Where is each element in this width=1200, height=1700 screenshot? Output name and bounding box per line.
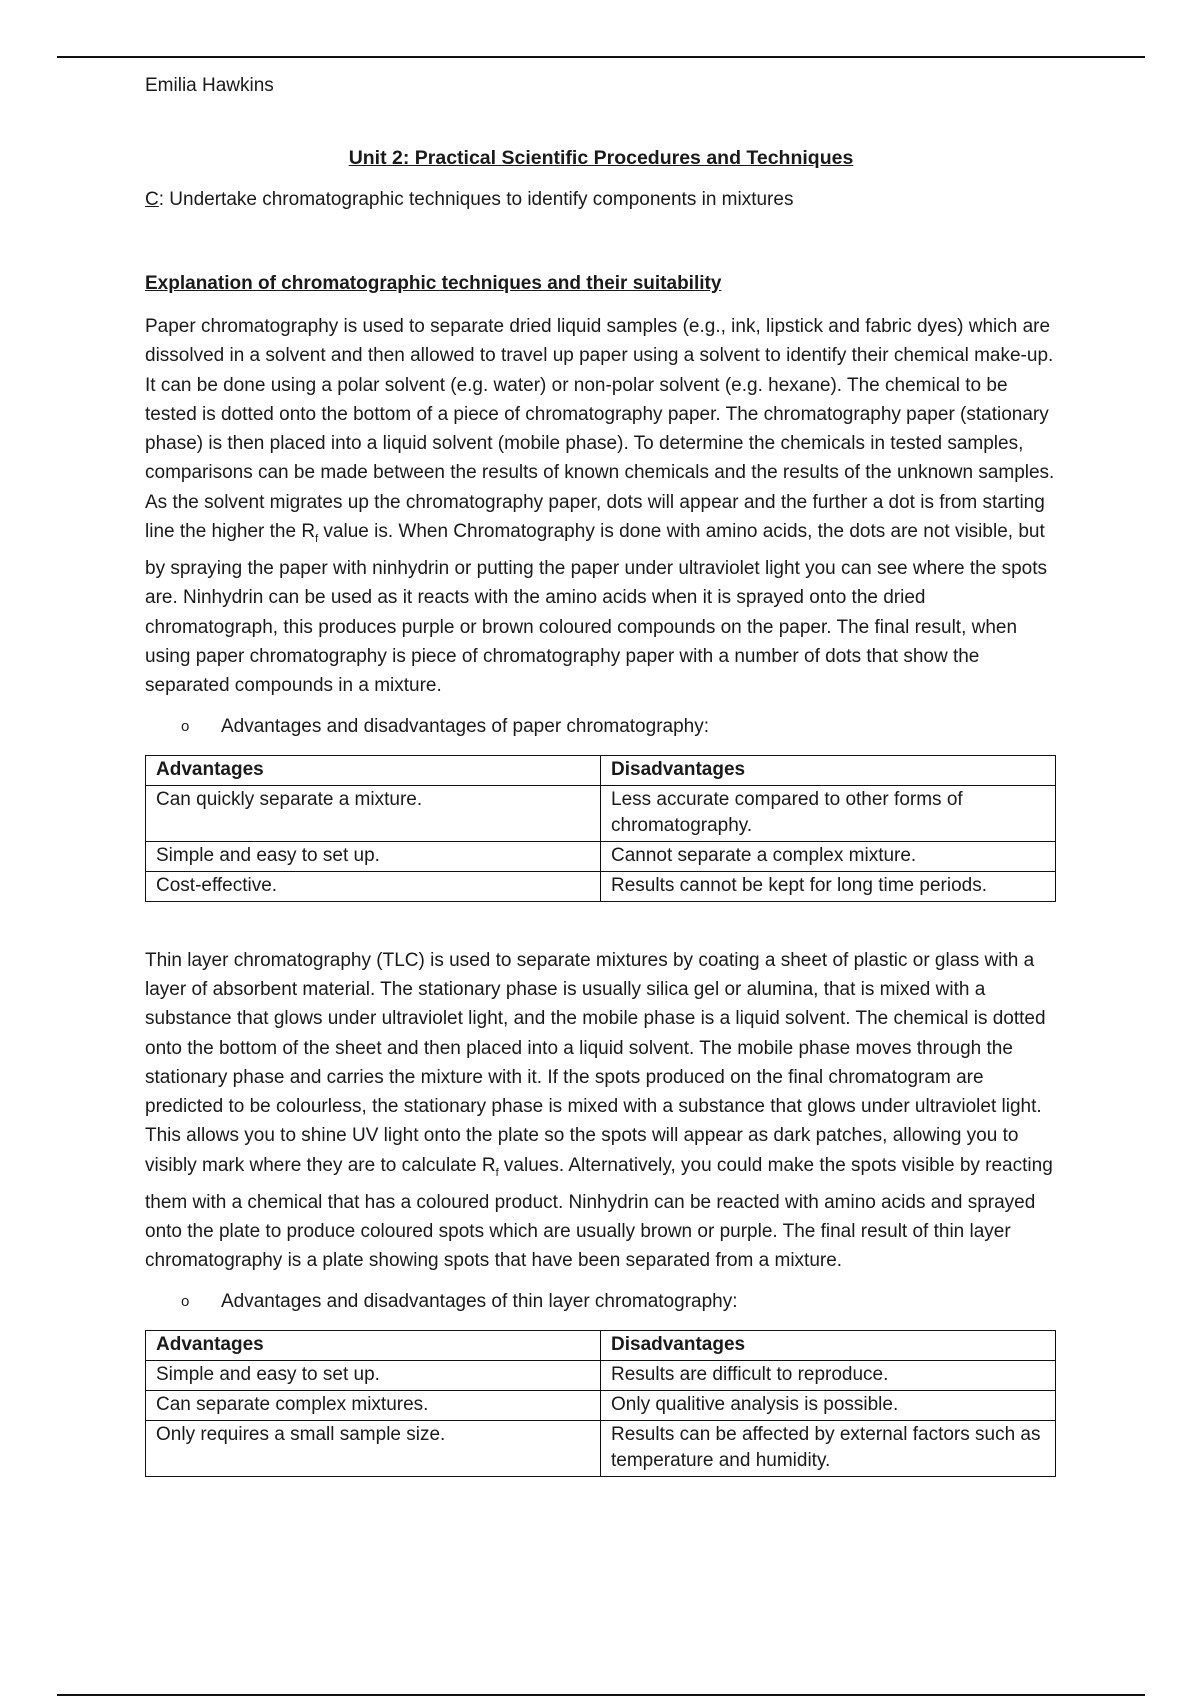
tlc-bullet	[145, 1288, 1057, 1316]
tlc-paragraph-part-1: Thin layer chromatography (TLC) is used to separate mixtures by coating a sheet of plastic or glass with a layer of absorbent material. The stationary phase is usually silica gel or alumina, that is mixed with a substance that glows under ultraviolet light, and the mobile phase is a liquid solvent. The chemical is dotted onto the bottom of the sheet and then placed into a liquid solvent. The mobile phase moves through the stationary phase and carries the mixture with it. If the spots produced on the final chromatogram are predicted to be colourless, the stationary phase is mixed with a substance that glows under ultraviolet light. This allows you to shine UV light onto the plate so the spots will appear as dark patches, allowing you to visibly mark where they are to calculate R	[145, 949, 1046, 1176]
table-cell: Can separate complex mixtures.	[146, 1390, 601, 1420]
table-row	[146, 1360, 1056, 1390]
bullet-circle-icon: o	[181, 717, 190, 735]
table-cell: Only qualitive analysis is possible.	[601, 1390, 1056, 1420]
paper-paragraph-part-2: value is. When Chromatography is done with amino acids, the dots are not visible, but by spraying the paper with ninhydrin or putting the paper under ultraviolet light you can see where the spots are. Ninhydrin can be used as it reacts with the amino acids when it is sprayed onto the dried chromatograph, this produces purple or brown coloured compounds on the paper. The final result, when using paper chromatography is piece of chromatography paper with a number of dots that show the separated compounds in a mixture.	[145, 521, 1047, 697]
objective-text: : Undertake chromatographic techniques to identify components in mixtures	[158, 189, 794, 210]
table-row	[146, 871, 1056, 901]
spacer	[145, 902, 1057, 932]
tlc-table	[145, 1330, 1056, 1477]
tlc-paragraph	[145, 946, 1057, 1276]
table-cell: Less accurate compared to other forms of chromatography.	[601, 785, 1056, 841]
table-cell: Results cannot be kept for long time periods.	[601, 871, 1056, 901]
table-cell: Cannot separate a complex mixture.	[601, 841, 1056, 871]
table-cell: Results are difficult to reproduce.	[601, 1360, 1056, 1390]
table-row	[146, 785, 1056, 841]
objective-line	[145, 186, 1057, 214]
paper-chromatography-paragraph	[145, 312, 1057, 701]
table-cell: Can quickly separate a mixture.	[146, 785, 601, 841]
table-row	[146, 841, 1056, 871]
document-page	[145, 72, 1057, 1477]
paper-bullet-text: Advantages and disadvantages of paper chromatography:	[221, 715, 709, 737]
table-row	[146, 1420, 1056, 1476]
table-cell: Simple and easy to set up.	[146, 1360, 601, 1390]
table-header-disadvantages: Disadvantages	[601, 1330, 1056, 1360]
table-header-advantages: Advantages	[146, 755, 601, 785]
author-name: Emilia Hawkins	[145, 75, 274, 96]
table-header-advantages: Advantages	[146, 1330, 601, 1360]
tlc-paragraph-part-2: values. Alternatively, you could make the spots visible by reacting them with a chemical that has a coloured product. Ninhydrin can be reacted with amino acids and sprayed onto the plate to produce coloured spots which are usually brown or purple. The final result of thin layer chromatography is a plate showing spots that have been separated from a mixture.	[145, 1154, 1053, 1272]
table-header-row	[146, 1330, 1056, 1360]
table-cell: Cost-effective.	[146, 871, 601, 901]
footer-rule	[57, 1694, 1145, 1696]
rf-subscript: f	[495, 1166, 499, 1179]
table-cell: Results can be affected by external factors such as temperature and humidity.	[601, 1420, 1056, 1476]
section-heading: Explanation of chromatographic techniques and their suitability	[145, 273, 722, 294]
table-header-disadvantages: Disadvantages	[601, 755, 1056, 785]
bullet-circle-icon: o	[181, 1292, 190, 1310]
table-cell: Simple and easy to set up.	[146, 841, 601, 871]
header-rule	[57, 56, 1145, 58]
paper-chromatography-table	[145, 755, 1056, 902]
paper-paragraph-part-1: Paper chromatography is used to separate dried liquid samples (e.g., ink, lipstick and fabric dyes) which are dissolved in a solvent and then allowed to travel up paper using a solvent to identify their chemical make-up. It can be done using a polar solvent (e.g. water) or non-polar solvent (e.g. hexane). The chemical to be tested is dotted onto the bottom of a piece of chromatography paper. The chromatography paper (stationary phase) is then placed into a liquid solvent (mobile phase). To determine the chemicals in tested samples, comparisons can be made between the results of known chemicals and the results of the unknown samples. As the solvent migrates up the chromatography paper, dots will appear and the further a dot is from starting line the higher the R	[145, 316, 1055, 543]
rf-subscript: f	[315, 532, 319, 545]
table-header-row	[146, 755, 1056, 785]
document-title: Unit 2: Practical Scientific Procedures and Techniques	[348, 147, 854, 169]
tlc-bullet-text: Advantages and disadvantages of thin layer chromatography:	[221, 1290, 738, 1312]
table-cell: Only requires a small sample size.	[146, 1420, 601, 1476]
objective-letter: C	[145, 189, 159, 210]
paper-bullet	[145, 713, 1057, 741]
table-row	[146, 1390, 1056, 1420]
